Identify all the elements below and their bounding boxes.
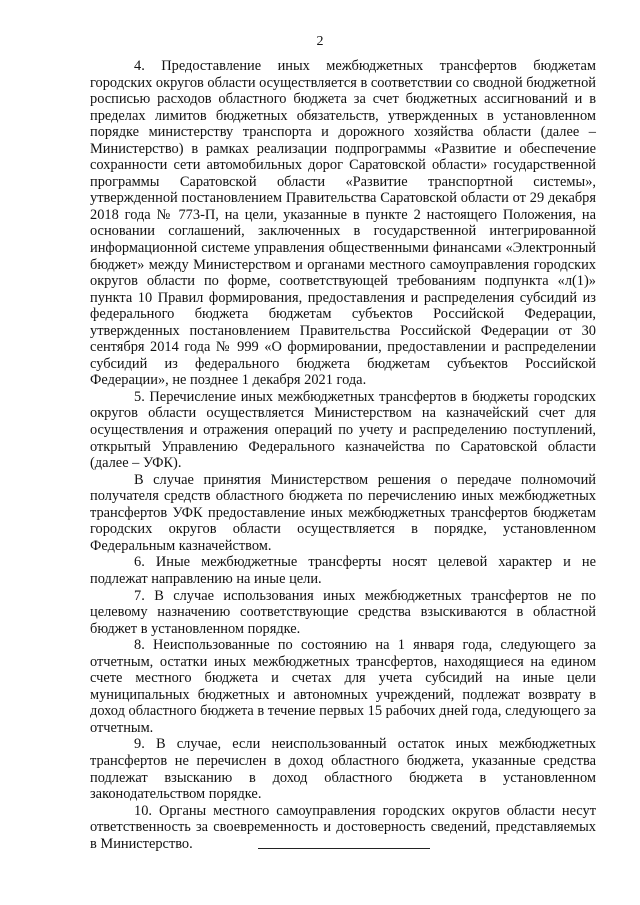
paragraph-item-6: 6. Иные межбюджетные трансферты носят целевой характер и не подлежат направлению на иные цели. — [90, 554, 596, 587]
paragraph-item-8: 8. Неиспользованные по состоянию на 1 января года, следующего за отчетным, остатки иных межбюджетных трансфертов, находящиеся на едином счете местного бюджета и счетах для учета субсидий на иные цели муниципальных бюджетных и автономных учреждений, подлежат возврату в доход областного бюджета в течение первых 15 рабочих дней года, следующего за отчетным. — [90, 637, 596, 736]
paragraph-item-5: 5. Перечисление иных межбюджетных трансфертов в бюджеты городских округов области осуществляется Министерством на казначейский счет для осуществления и отражения операций по учету и распределению поступлений, открытый Управлению Федерального казначейства по Саратовской области (далее – УФК). — [90, 388, 596, 472]
paragraph-item-9: 9. В случае, если неиспользованный остаток иных межбюджетных трансфертов не перечислен в доход областного бюджета, указанные средства подлежат взысканию в доход областного бюджета в установленном законодательством порядке. — [90, 736, 596, 803]
paragraph-item-5-continuation: В случае принятия Министерством решения о передаче полномочий получателя средств областного бюджета по перечислению иных межбюджетных трансфертов УФК предоставление иных межбюджетных трансфертов бюджетам городских округов области осуществляется в порядке, установленном Федеральным казначейством. — [90, 471, 596, 554]
paragraph-item-4: 4. Предоставление иных межбюджетных трансфертов бюджетам городских округов области осуществляется в соответствии со сводной бюджетной росписью расходов областного бюджета за счет бюджетных ассигнований и в пределах лимитов бюджетных обязательств, утвержденных в установленном порядке министерству транспорта и дорожного хозяйства области (далее – Министерство) в рамках реализации подпрограммы «Развитие и обеспечение сохранности сети автомобильных дорог Саратовской области» государственной программы Саратовской области «Развитие транспортной системы», утвержденной постановлением Правительства Саратовской области от 29 декабря 2018 года № 773-П, на цели, указанные в пункте 2 настоящего Положения, на основании соглашений, заключенных в государственной интегрированной информационной системе управления общественными финансами «Электронный бюджет» между Министерством и органами местного самоуправления городских округов области по форме, соответствующей требованиям подпункта «л(1)» пункта 10 Правил формирования, предоставления и распределения субсидий из федерального бюджета бюджетам субъектов Российской Федерации, утвержденных постановлением Правительства Российской Федерации от 30 сентября 2014 года № 999 «О формировании, предоставлении и распределении субсидий из федерального бюджета бюджетам субъектов Российской Федерации», не позднее 1 декабря 2021 года. — [90, 58, 596, 389]
document-body — [90, 58, 596, 852]
page-number: 2 — [316, 34, 324, 49]
paragraph-item-7: 7. В случае использования иных межбюджетных трансфертов не по целевому назначению соответствующие средства взыскиваются в областной бюджет в установленном порядке. — [90, 587, 596, 637]
end-divider-line — [258, 848, 430, 849]
paragraph-item-10: 10. Органы местного самоуправления городских округов области несут ответственность за своевременность и достоверность сведений, представляемых в Министерство. — [90, 802, 596, 852]
